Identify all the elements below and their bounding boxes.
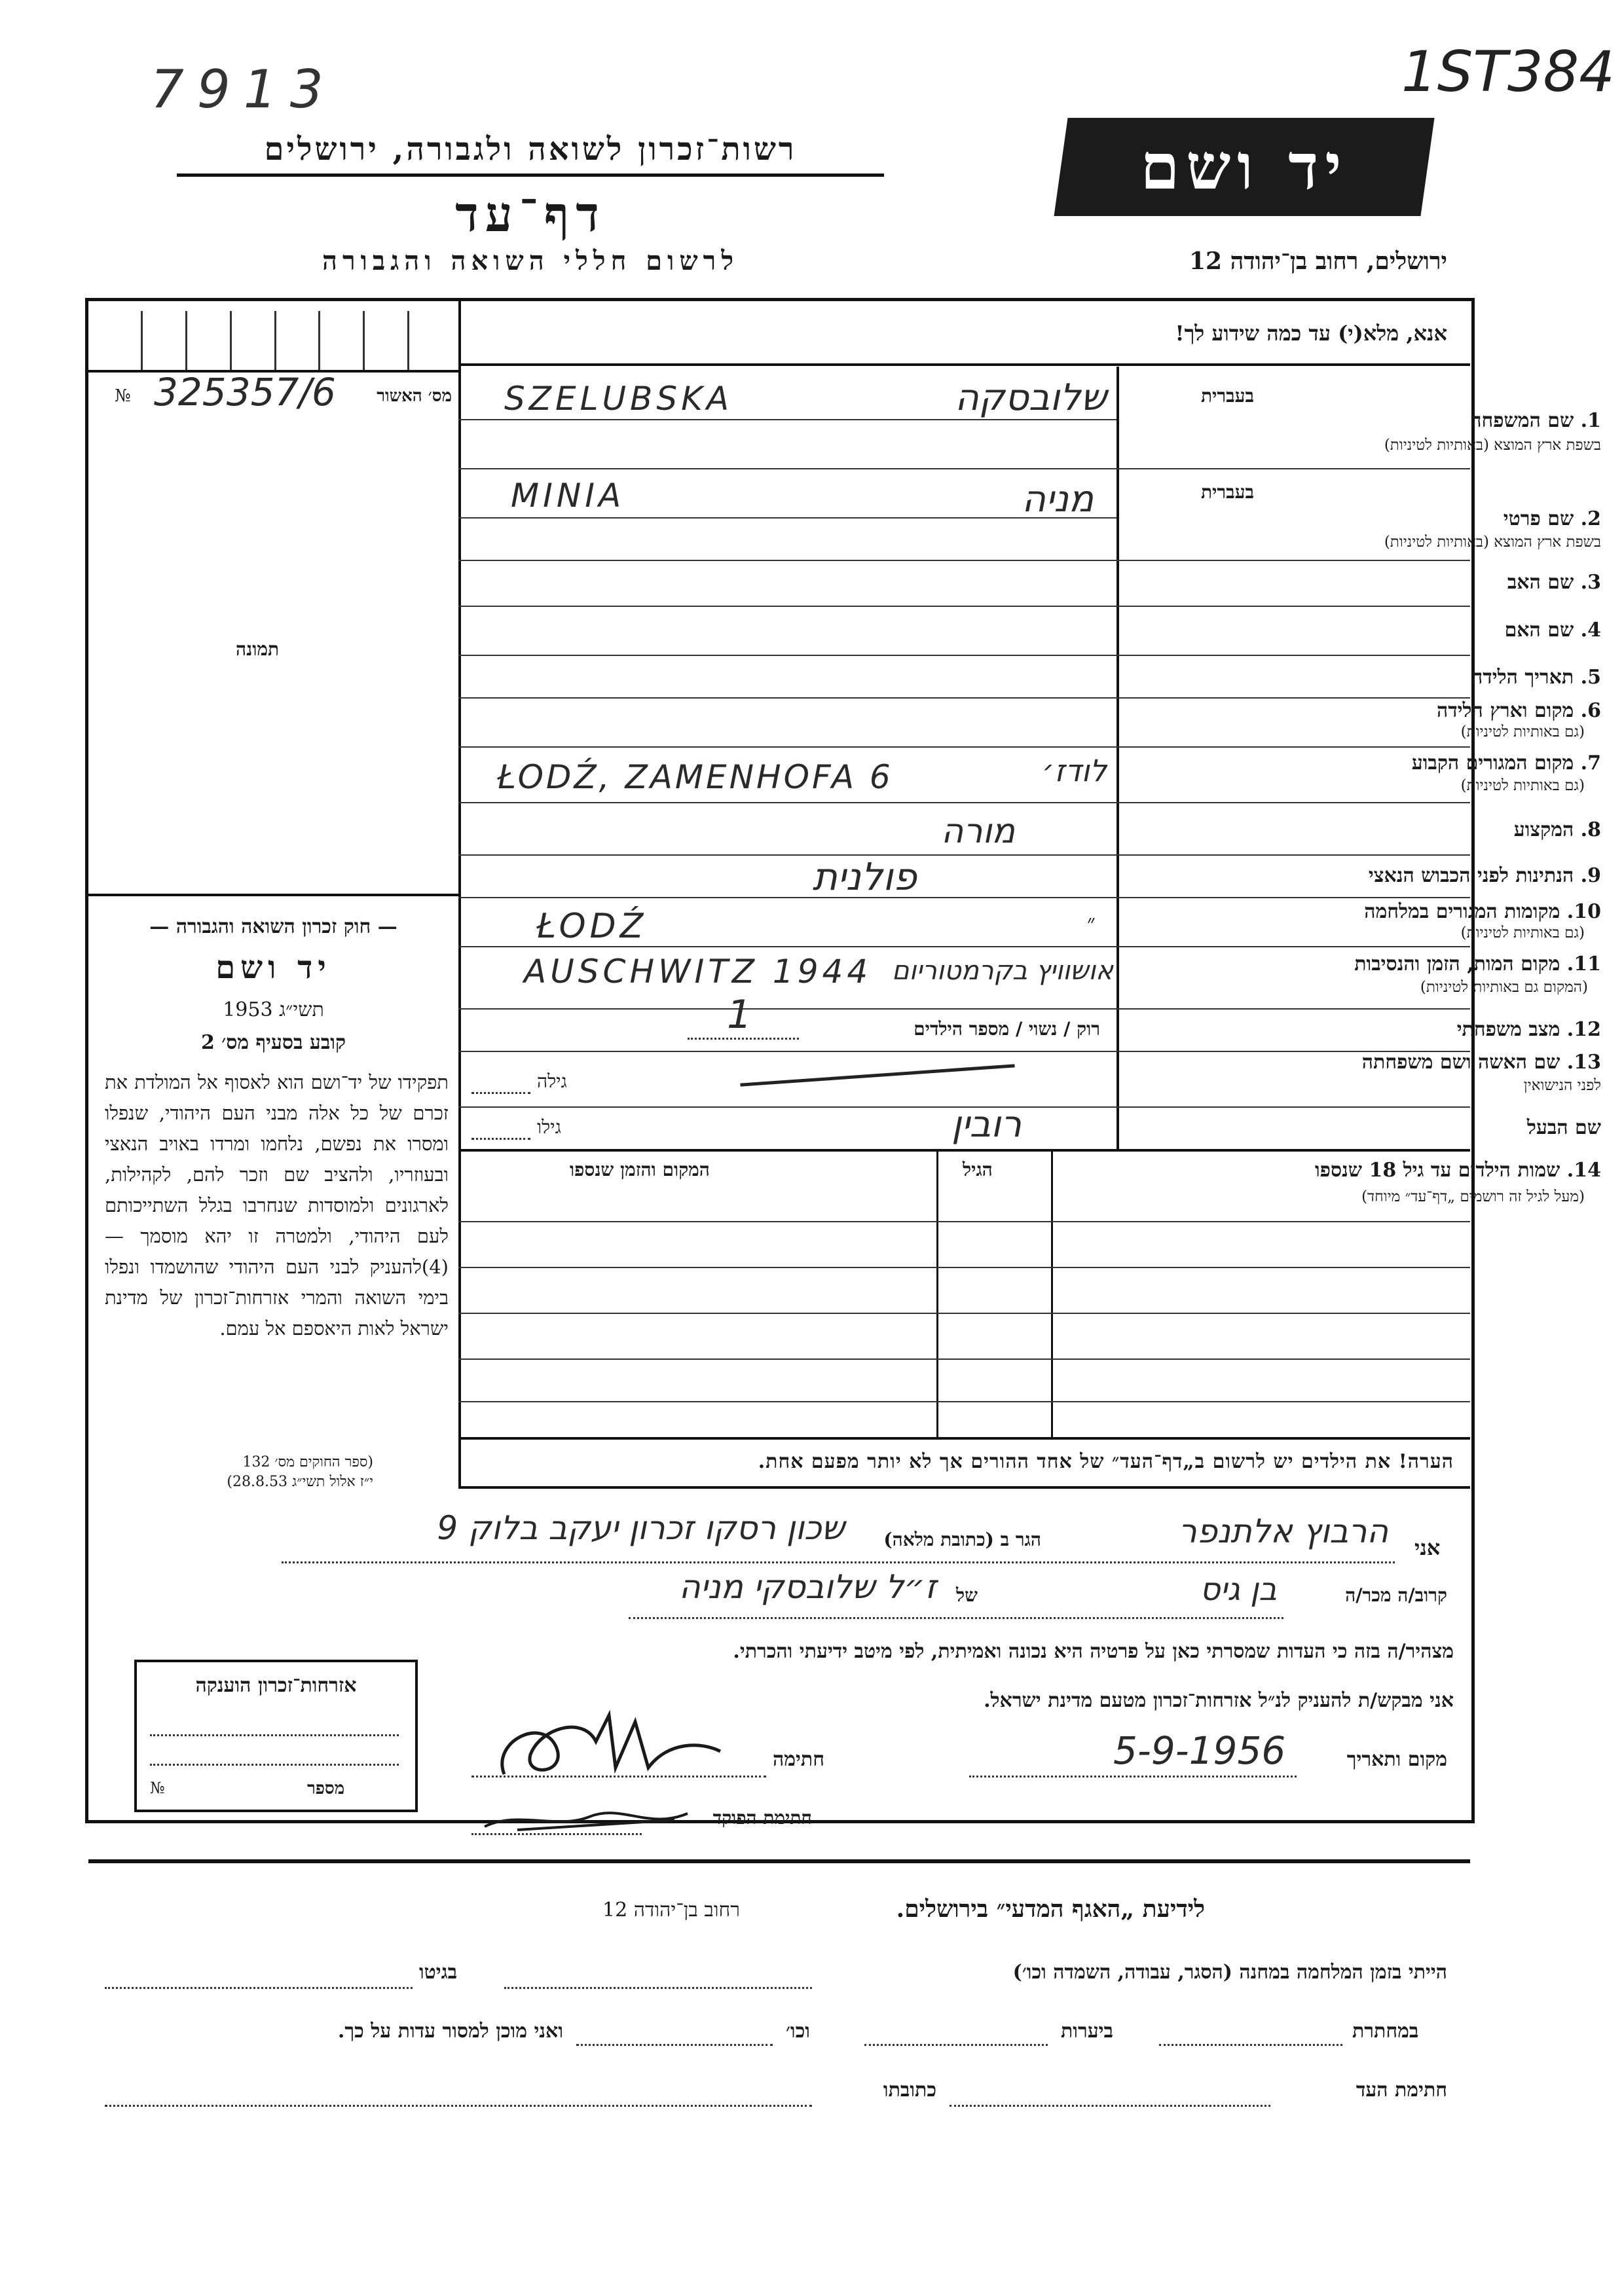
row-divider	[1116, 946, 1470, 947]
citizenship-no-prefix: №	[150, 1779, 165, 1797]
declarant-signature	[485, 1702, 760, 1787]
field-7-value-heb: לודז׳	[1042, 753, 1107, 788]
law-name: יד ושם	[215, 949, 331, 986]
footer-title: לידיעת „האגף המדעי״ בירושלים.	[896, 1895, 1205, 1923]
row-divider	[1116, 746, 1470, 748]
citizenship-line	[150, 1734, 399, 1736]
i-value: הרבוץ אלתנפר	[1178, 1512, 1388, 1550]
note-divider	[458, 1486, 1470, 1489]
children-row	[458, 1358, 1470, 1360]
relation-label: קרוב/ה מכר/ה	[1345, 1584, 1447, 1606]
approval-no-prefix: №	[115, 386, 131, 406]
declarant-line-2	[629, 1617, 1283, 1619]
ditto-mark: ״	[1087, 910, 1096, 936]
field-1-label: 1. שם המשפחה	[1470, 409, 1601, 432]
footer-etc-line	[576, 2044, 773, 2046]
place-date-label: מקום ותאריך	[1346, 1748, 1447, 1771]
place-date-value: 5-9-1956	[1113, 1728, 1286, 1773]
declarant-line-1	[282, 1561, 1395, 1563]
field-13-sub: לפני הנישואין	[1523, 1077, 1601, 1094]
approval-number: 325357/6	[154, 370, 336, 414]
footer-ready: ואני מוכן למסור עדות על כך.	[337, 2020, 563, 2043]
law-year: תשי״ג 1953	[223, 998, 324, 1021]
footer-forests: ביערות	[1061, 2020, 1114, 2043]
husband-label: שם הבעל	[1526, 1116, 1601, 1139]
footer-witness-sig: חתימת העד	[1356, 2079, 1447, 2102]
photo-label: תמונה	[236, 638, 280, 660]
field-1-value-heb: שלובסקה	[955, 376, 1107, 419]
label-column-border	[1116, 367, 1119, 1149]
field-12-label: 12. מצב משפחתי	[1456, 1018, 1601, 1041]
field-4-label: 4. שם האם	[1504, 619, 1601, 642]
authority-underline	[177, 173, 884, 177]
form-title: דף־עד	[455, 187, 606, 243]
children-row	[458, 1401, 1470, 1402]
field-1-sub: בשפת ארץ המוצא (באותיות לטיניות)	[1384, 437, 1601, 454]
archive-number: 7913	[151, 59, 337, 120]
footer-address-line	[105, 2105, 812, 2107]
law-ref-1: (ספר החוקים מס׳ 132	[242, 1454, 373, 1470]
field-8-value: מורה	[941, 812, 1015, 851]
of-value: ז״ל שלובסקי מניה	[678, 1568, 936, 1606]
f14-col-place: המקום והזמן שנספו	[570, 1159, 710, 1180]
husband-value: רובין	[951, 1103, 1022, 1146]
field-9-label: 9. הנתינות לפני הכבוש הנאצי	[1368, 864, 1601, 887]
field-10-sub: (גם באותיות לטיניות)	[1460, 924, 1585, 941]
footer-address-label: כתובתו	[883, 2079, 936, 2102]
row-divider	[1116, 1008, 1470, 1010]
approval-label: מס׳ האשור	[377, 386, 452, 406]
field-1-value-latin: SZELUBSKA	[504, 380, 733, 418]
law-text: תפקידו של יד־ושם הוא לאסוף אל המולדת את זכרם של כל אלה מבני העם היהודי, שנפלו ומסרו את נפשם, נלחמו ומרדו באויב הנאצי ובעוזריו, ולהציב שם וזכר להם, לקהילות, לארגונים ולמוסדות שנחרבו בגלל השתייכותם לעם היהודי, ולמטרה זו יהא מוסמך — (4)להעניק לבני העם היהודי שהושמדו ונפלו בימי השואה והמרי אזרחות־זכרון של מדינת ישראל לאות היאספם אל עמם.	[105, 1071, 449, 1339]
children-row	[458, 1267, 1470, 1268]
law-section-divider	[88, 894, 458, 896]
husband-age: גילו	[537, 1116, 561, 1138]
value-line	[458, 946, 1116, 947]
field-11-sub: (המקום גם באותיות לטיניות)	[1420, 979, 1588, 996]
wife-age-line	[471, 1092, 530, 1094]
field-7-sub: (גם באותיות לטיניות)	[1460, 777, 1585, 794]
section-divider	[458, 1149, 1470, 1152]
value-line	[458, 746, 1116, 748]
value-line	[458, 697, 1116, 699]
logo-text: יד ושם	[1140, 130, 1348, 204]
field-14-label: 14. שמות הילדים עד גיל 18 שנספו	[1314, 1159, 1601, 1182]
form-subtitle: לרשום חללי השואה והגבורה	[322, 246, 739, 276]
children-col-border	[1051, 1149, 1053, 1437]
value-line	[458, 560, 1116, 561]
field-3-label: 3. שם האב	[1507, 571, 1601, 594]
authority-name: רשות־זכרון לשואה ולגבורה, ירושלים	[264, 131, 797, 168]
field-6-label: 6. מקום וארץ הלידה	[1436, 699, 1601, 722]
row-divider	[1116, 606, 1470, 607]
footer-witness-line	[950, 2105, 1270, 2107]
field-7-label: 7. מקום המגורים הקבוע	[1411, 752, 1601, 774]
row-divider	[1116, 854, 1470, 856]
field-5-label: 5. תאריך הלידה	[1471, 666, 1601, 689]
date-line	[969, 1776, 1297, 1777]
row-divider	[1116, 1106, 1470, 1108]
footer-forests-line	[864, 2044, 1048, 2046]
of-label: של	[956, 1584, 978, 1606]
husband-age-line	[471, 1138, 530, 1140]
row-divider	[1116, 697, 1470, 699]
heb-label: בעברית	[1200, 481, 1254, 503]
value-line	[458, 419, 1116, 420]
value-line	[458, 655, 1116, 656]
instruction: אנא, מלא(י) עד כמה שידוע לך!	[1175, 321, 1447, 346]
value-line	[458, 606, 1116, 607]
header-address: ירושלים, רחוב בן־יהודה 12	[1189, 247, 1447, 275]
field-11-value-heb: אושוויץ בקרמטוריום	[891, 956, 1113, 986]
resident-label: הגר ב (כתובת מלאה)	[883, 1529, 1041, 1550]
field-7-value: ŁODŹ, ZAMENHOFA 6	[498, 758, 893, 796]
field-14-sub: (מעל לגיל זה רושמים „דף־עד״ מיוחד)	[1361, 1188, 1585, 1205]
row-divider	[1116, 468, 1470, 469]
field-2-value-heb: מניה	[1022, 478, 1094, 520]
yad-vashem-logo	[1054, 118, 1434, 216]
declaration: מצהיר/ה בזה כי העדות שמסרתי כאן על פרטיה היא נכונה ואמיתית, לפי מיטב ידיעתי והכרתי.	[733, 1640, 1454, 1663]
officer-label: חתימת הפוקד	[712, 1807, 812, 1829]
field-13-label: 13. שם האשה ושם משפחתה	[1361, 1051, 1601, 1074]
row-divider	[1116, 897, 1470, 898]
field-11-label: 11. מקום המות, הזמן והנסיבות	[1354, 953, 1601, 975]
children-col-border	[936, 1149, 938, 1437]
value-line	[458, 1008, 1116, 1010]
field-12-value: 1	[727, 992, 752, 1038]
footer-ghetto: בגיטו	[419, 1961, 458, 1984]
field-9-value: פולנית	[812, 854, 917, 899]
field-10-label: 10. מקומות המגורים במלחמה	[1364, 900, 1601, 923]
citizenship-title: אזרחות־זכרון הוענקה	[195, 1674, 357, 1697]
instruction-divider	[458, 363, 1470, 366]
footer-ghetto-line	[105, 1987, 413, 1989]
citizenship-box	[134, 1660, 418, 1812]
i-label: אני	[1414, 1535, 1441, 1560]
f14-col-age: הגיל	[963, 1159, 993, 1180]
relation-value: בן גיס	[1200, 1571, 1277, 1608]
field-2-value-latin: MINIA	[511, 477, 625, 515]
footer-hiding-line	[1159, 2044, 1342, 2046]
field-8-label: 8. המקצוע	[1513, 818, 1601, 841]
footer-address: רחוב בן־יהודה 12	[602, 1899, 740, 1922]
law-ref-2: י״ז אלול תשי״ג 28.8.53)	[227, 1474, 373, 1490]
note: הערה! את הילדים יש לרשום ב„דף־העד״ של אחד ההורים אך לא יותר מפעם אחת.	[758, 1450, 1454, 1473]
field-6-sub: (גם באותיות לטיניות)	[1460, 723, 1585, 740]
field-2-label: 2. שם פרטי	[1503, 507, 1601, 530]
footer-camp-line	[504, 1987, 812, 1989]
left-column-border	[458, 298, 461, 1486]
request: אני מבקש/ת להעניק לנ״ל אזרחות־זכרון מטעם מדינת ישראל.	[984, 1689, 1454, 1712]
law-clause: קובע בסעיף מס׳ 2	[200, 1031, 346, 1054]
citizenship-line	[150, 1764, 399, 1766]
field-12-options: רוק / נשוי / מספר הילדים	[913, 1018, 1100, 1040]
officer-signature	[478, 1791, 701, 1843]
value-line	[458, 1051, 1116, 1052]
reference-number: 1ST384	[1401, 39, 1615, 105]
field-2-sub: בשפת ארץ המוצא (באותיות לטיניות)	[1384, 534, 1601, 551]
field-11-value: AUSCHWITZ 1944	[524, 953, 872, 991]
citizenship-number-label: מספר	[307, 1779, 345, 1798]
row-divider	[1116, 802, 1470, 803]
footer-hiding: במחתרת	[1352, 2020, 1419, 2043]
heb-label: בעברית	[1200, 385, 1254, 407]
footer-divider	[88, 1859, 1470, 1863]
resident-value: שכון רסקו זכרון יעקב בלוק 9	[437, 1509, 845, 1547]
children-table-bottom	[458, 1437, 1470, 1440]
signature-label: חתימה	[773, 1748, 824, 1771]
children-count-line	[688, 1038, 799, 1040]
code-boxes	[98, 311, 452, 370]
footer-etc: וכו׳	[786, 2020, 810, 2043]
children-row	[458, 1313, 1470, 1314]
row-divider	[1116, 655, 1470, 656]
law-title: — חוק זכרון השואה והגבורה —	[149, 915, 397, 938]
row-divider	[1116, 560, 1470, 561]
field-10-value: ŁODŹ	[537, 907, 648, 946]
children-row	[458, 1221, 1470, 1222]
value-line	[458, 802, 1116, 803]
field-13-age: גילה	[537, 1070, 567, 1092]
footer-line-1: הייתי בזמן המלחמה במחנה (הסגר, עבודה, השמדה וכו׳)	[1012, 1961, 1447, 1984]
value-line	[458, 468, 1116, 469]
